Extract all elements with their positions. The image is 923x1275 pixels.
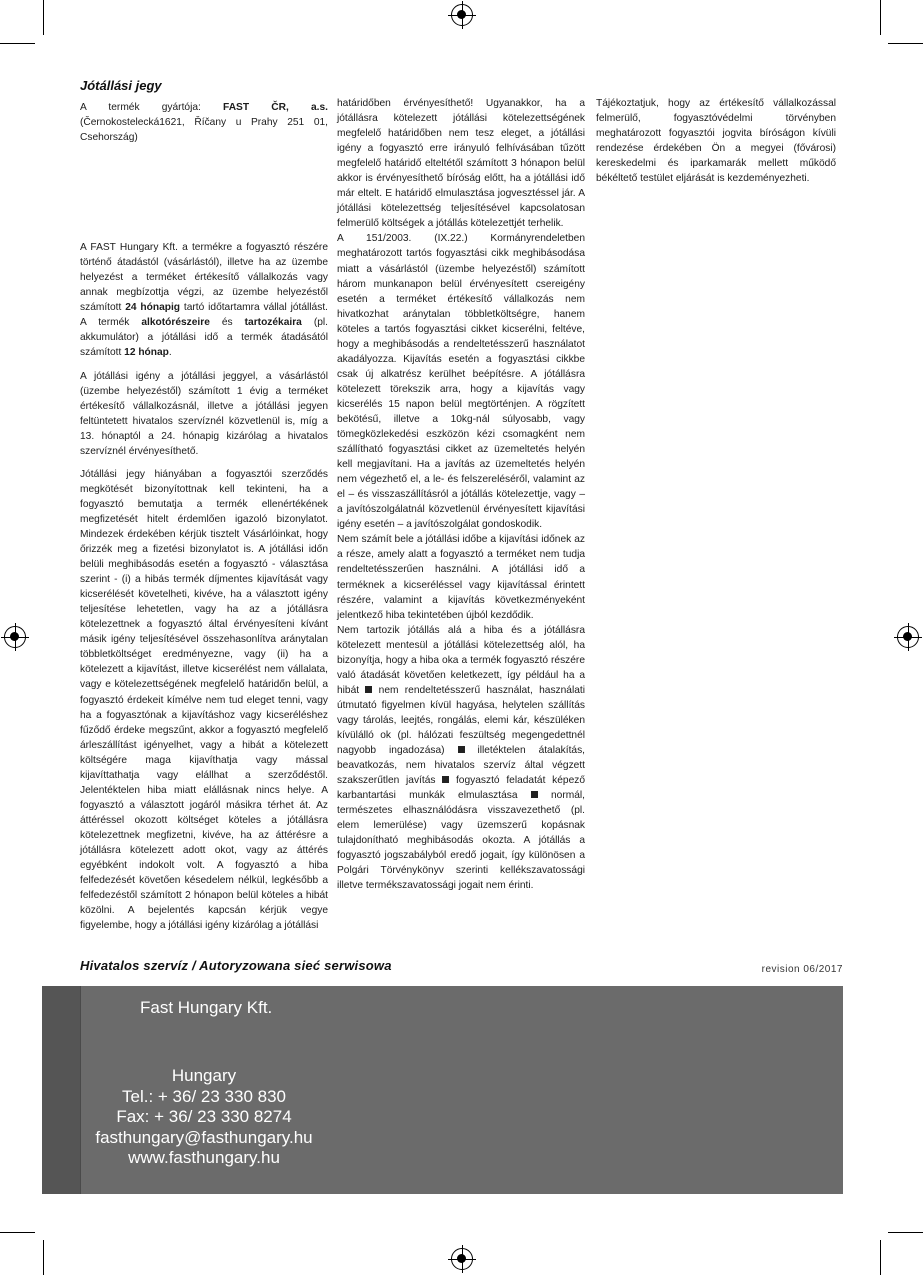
bullet-square-icon [458, 746, 465, 753]
warranty-period-paragraph: A FAST Hungary Kft. a termékre a fogyasztó részére történő átadástól (vásárlástól), illetve ha az üzembe helyezést a terméket értékesítő vállalkozás vagy annak megbízottja végzi, az üzembe helyezéstől számított 24 hónapig tartó időtartamra vállal jótállást. A termék alkotórészeire és tartozékaira (pl. akkumulátor) a jótállási idő a termék átadásától számított 12 hónap. [80, 242, 329, 359]
text-column-3 [596, 96, 836, 194]
manufacturer-name: FAST ČR, a.s. [223, 102, 328, 113]
bullet-square-icon [531, 791, 538, 798]
crop-mark [0, 43, 35, 44]
contact-country: Hungary [171, 1066, 237, 1085]
revision-label: revision 06/2017 [761, 964, 843, 975]
company-name: Fast Hungary Kft. [140, 998, 273, 1017]
panel-side-strip [42, 986, 81, 1194]
crop-mark [880, 0, 881, 35]
text-column-1 [80, 100, 328, 941]
crop-mark [880, 1240, 881, 1275]
crop-mark [43, 0, 44, 35]
registration-mark-icon [4, 626, 26, 648]
crop-mark [43, 1240, 44, 1275]
crop-mark [888, 43, 923, 44]
receipt-paragraph: Jótállási jegy hiányában a fogyasztói szerződés megkötését bizonyítottnak kell tekinteni, ha a fogyasztó bemutatja a termék ellenértékének megfizetését hitelt érdemlően igazoló bizonylatot. Mindezek érdekében kérjük tisztelt Vásárlóinkat, hogy őrizzék meg a fizetési bizonylatot is. A jótállási időn belüli meghibásodás esetén a fogyasztó - választása szerint - (i) a hibás termék díjmentes kijavítását vagy kicserélését követelheti, kivéve, ha a választott igény teljesítése lehetetlen, vagy ha az a jótállásra kötelezettnek a fogyasztó által érvényesíteni kívánt másik igény teljesítésével összehasonlítva aránytalan többletköltséget eredményezne, vagy (ii) ha a kötelezett a kijavítást, illetve kicserélést nem vállalata, vagy e kötelezettségének megfelelő határidőn belül, a fogyasztó érdekeit kímélve nem tud eleget tenni, vagy ha a fogyasztónak a kijavításhoz vagy kicseréléshez fűződő érdeke megszűnt, akkor a fogyasztó megfelelő árleszállítást igényelhet, vagy a hibát a kötelezett költségére maga kijavíthatja vagy mással kijavíttathatja vagy elállhat a szerződéstől. Jelentéktelen hiba miatt elállásnak nincs helye. A fogyasztó a választott jogáról másikra térhet át. Az áttéréssel okozott költséget köteles a jótállásra kötelezettnek megfizetni, kivéve, ha az áttérésre a jótállásra kötelezett adott okot, vagy az áttérés egyébként indokolt volt. A fogyasztó a hiba felfedezését követően késedelem nélkül, legkésőbb a felfedezéstől számított 2 hónapon belül köteles a hibát közölni. A bejelentés kapcsán kérjük vegye figyelembe, hogy a jótállási igény kizárólag a jótállási [80, 468, 328, 932]
registration-mark-icon [451, 1248, 473, 1270]
registration-mark-icon [451, 4, 473, 26]
manufacturer-paragraph: A termék gyártója: FAST ČR, a.s. (Černokostelecká1621, Říčany u Prahy 251 01, Csehország) [80, 102, 328, 144]
document-title: Jótállási jegy [80, 78, 162, 93]
contact-email[interactable]: fasthungary@fasthungary.hu [95, 1127, 313, 1147]
crop-mark [0, 1232, 35, 1233]
contact-block [86, 1066, 322, 1169]
exclusions-paragraph: Nem tartozik jótállás alá a hiba és a jótállásra kötelezett mentesül a jótállási kötelezettség alól, ha bizonyítja, hogy a hiba oka a termék fogyasztó részére való átadását követően keletkezett, így például ha a hibát nem rendeltetésszerű használat, használati útmutató figyelmen kívül hagyása, helytelen szállítás vagy tárolás, leejtés, rongálás, elemi kár, készüléken kívülálló ok (pl. hálózati feszültség megengedettnél nagyobb ingadozása) illetéktelen átalakítás, beavatkozás, nem hivatalos szervíz által végzett szakszerűtlen javítás fogyasztó feladatát képező karbantartási munkák elmulasztása normál, természetes elhasználódásra visszavezethető (pl. elem lemerülése) vagy üzemszerű kopásnak tulajdonítható meghibásodás okozta. A jótállás a fogyasztó jogszabályból eredő jogait, így különösen a Polgári Törvénykönyv szerinti kellékszavatossági illetve termékszavatossági jogait nem érinti. [337, 624, 586, 892]
repair-time-paragraph: Nem számít bele a jótállási időbe a kijavítási időnek az a része, amely alatt a fogyasztó a terméket nem tudja rendeltetésszerűen használni. A jótállási idő a terméknek a kicseréléssel vagy kijavítással érintett részére, valamint a kijavítás következményeként jelentkező hiba tekintetében újból kezdődik. [337, 534, 585, 621]
contact-phone: Tel.: + 36/ 23 330 830 [122, 1086, 286, 1106]
contact-website[interactable]: www.fasthungary.hu [128, 1148, 280, 1167]
dispute-paragraph: Tájékoztatjuk, hogy az értékesítő vállalkozással felmerülő, fogyasztóvédelmi törvényben meghatározott fogyasztói jogvita bíróságon kívüli rendezése érdekében Ön a megyei (fővárosi) kereskedelmi és iparkamarák mellett működő békéltető testület eljárását is kezdeményezheti. [596, 98, 836, 185]
claim-paragraph: A jótállási igény a jótállási jeggyel, a vásárlástól (üzembe helyezéstől) számított 1 évig a terméket értékesítő vállalkozásnál, illetve a jótállási jegyen feltüntetett hivatalos szervíznél közvetlenül is, míg a 13. hónaptól a 24. hónapig kizárólag a hivatalos szervíznél érvényesíthető. [80, 370, 328, 457]
contact-fax: Fax: + 36/ 23 330 8274 [116, 1107, 292, 1126]
deadline-paragraph: határidőben érvényesíthető! Ugyanakkor, ha a jótállásra kötelezett jótállási kötelezettségének megfelelő határidőben nem tesz eleget, a jótállási igény a fogyasztó erre irányuló felhívásában tűzött megfelelő határidő elteltétől számított 3 hónapon belül akkor is érvényesíthető bíróság előtt, ha a jótállási idő már eltelt. E határidő elmulasztása jogvesztéssel jár. A jótállási kötelezettség teljesítésével kapcsolatosan felmerülő költségek a jótállás kötelezettjét terhelik. [337, 98, 585, 230]
crop-mark [888, 1232, 923, 1233]
registration-mark-icon [897, 626, 919, 648]
service-section-title: Hivatalos szervíz / Autoryzowana sieć serwisowa [80, 958, 392, 973]
text-column-2 [337, 96, 585, 893]
regulation-paragraph: A 151/2003. (IX.22.) Kormányrendeletben meghatározott tartós fogyasztási cikk meghibásodása miatt a vásárlástól (üzembe helyezéstől) számított három munkanapon belül érvényesített csereigény esetén a terméket értékesítő vállalkozás nem hivatkozhat aránytalan többletköltségre, hanem köteles a tartós fogyasztási cikket kicserélni, feltéve, hogy a meghibásodás a rendeltetésszerű használatot akadályozza. Kijavítás esetén a fogyasztási cikkbe csak új alkatrész kerülhet beépítésre. A jótállásra kötelezett törekszik arra, hogy a kijavítás vagy kicserélés 15 napon belül megtörténjen. A rögzített bekötésű, illetve a 10kg-nál súlyosabb, vagy tömegközlekedési eszközön kézi csomagként nem szállítható fogyasztási cikket az üzemeltetés helyén kell megjavítani. Ha a javítás az üzemeltetés helyén nem végezhető el, a le- és felszereléséről, valamint az el – és visszaszállításról a jótállás kötelezettje, vagy – a javítószolgálatnál közvetlenül érvényesített kijavítási igény esetén – a javítószolgálat gondoskodik. [337, 233, 585, 531]
